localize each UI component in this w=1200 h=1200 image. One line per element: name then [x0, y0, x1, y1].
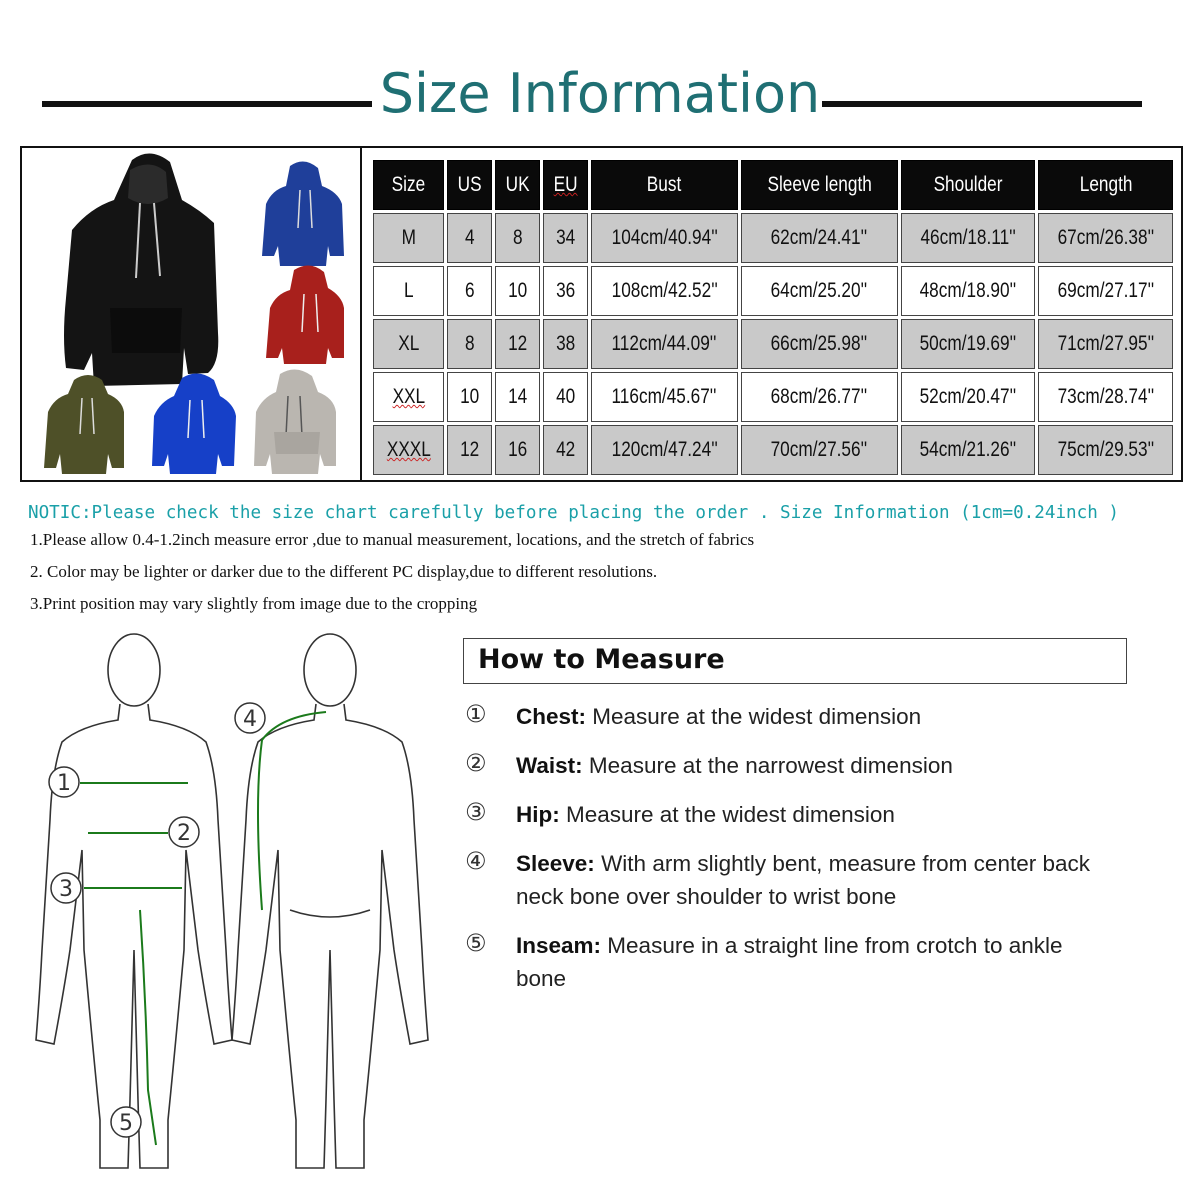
table-cell: 10 — [495, 266, 540, 316]
hoodie-dark-blue — [262, 161, 344, 266]
measure-text: Measure at the narrowest dimension — [582, 753, 953, 778]
table-row — [373, 372, 1173, 422]
table-cell: 50cm/19.69'' — [901, 319, 1036, 369]
table-cell: 64cm/25.20'' — [741, 266, 898, 316]
col-header-eu: EU — [543, 160, 588, 210]
table-cell: 12 — [447, 425, 492, 475]
table-cell: 70cm/27.56'' — [741, 425, 898, 475]
notice-item: 3.Print position may vary slightly from image due to the cropping — [30, 594, 478, 613]
table-cell: L — [373, 266, 444, 316]
table-row — [373, 425, 1173, 475]
table-cell: 75cm/29.53'' — [1038, 425, 1173, 475]
measure-number: ④ — [465, 847, 487, 875]
col-header-shoulder: Shoulder — [901, 160, 1036, 210]
measure-text: Measure at the widest dimension — [586, 704, 922, 729]
hoodie-gray — [254, 369, 336, 474]
table-cell: 54cm/21.26'' — [901, 425, 1036, 475]
table-cell: 48cm/18.90'' — [901, 266, 1036, 316]
notice-heading: NOTIC:Please check the size chart carefully before placing the order . Size Information (1cm=0.24inch ) — [28, 503, 1120, 523]
table-cell: 112cm/44.09'' — [591, 319, 738, 369]
marker-4: 4 — [243, 707, 257, 732]
hoodie-red — [266, 265, 344, 364]
table-cell: 4 — [447, 213, 492, 263]
table-cell: XL — [373, 319, 444, 369]
size-table — [370, 157, 1176, 478]
hoodie-olive — [44, 375, 124, 474]
measure-number: ② — [465, 749, 487, 777]
table-cell: 40 — [543, 372, 588, 422]
hoodie-bright-blue — [152, 373, 236, 474]
table-cell: 36 — [543, 266, 588, 316]
table-cell: 69cm/27.17'' — [1038, 266, 1173, 316]
measure-text: Measure at the widest dimension — [559, 802, 895, 827]
table-cell: 12 — [495, 319, 540, 369]
col-header-length: Length — [1038, 160, 1173, 210]
table-cell: 6 — [447, 266, 492, 316]
table-cell: M — [373, 213, 444, 263]
col-header-bust: Bust — [591, 160, 738, 210]
marker-3: 3 — [59, 877, 73, 902]
measure-text: Measure in a straight line from crotch to ankle bone — [516, 933, 1063, 991]
col-header-sleeve: Sleeve length — [741, 160, 898, 210]
table-cell: 120cm/47.24'' — [591, 425, 738, 475]
table-cell: 73cm/28.74'' — [1038, 372, 1173, 422]
table-cell: 16 — [495, 425, 540, 475]
how-to-measure-title: How to Measure — [478, 644, 725, 675]
table-cell: 66cm/25.98'' — [741, 319, 898, 369]
hoodie-main-black — [64, 153, 218, 386]
table-cell: 42 — [543, 425, 588, 475]
marker-5: 5 — [119, 1111, 133, 1136]
col-header-size: Size — [373, 160, 444, 210]
table-row — [373, 213, 1173, 263]
table-cell: 46cm/18.11'' — [901, 213, 1036, 263]
table-row — [373, 266, 1173, 316]
measurement-diagram — [0, 620, 440, 1190]
table-cell: 62cm/24.41'' — [741, 213, 898, 263]
table-cell: 67cm/26.38'' — [1038, 213, 1173, 263]
measure-number: ③ — [465, 798, 487, 826]
table-cell: 108cm/42.52'' — [591, 266, 738, 316]
hoodie-images — [22, 148, 360, 480]
table-cell: 71cm/27.95'' — [1038, 319, 1173, 369]
col-header-us: US — [447, 160, 492, 210]
table-cell: 34 — [543, 213, 588, 263]
table-cell: XXXL — [373, 425, 444, 475]
measure-number: ⑤ — [465, 929, 487, 957]
table-header-row — [373, 160, 1173, 210]
col-header-uk: UK — [495, 160, 540, 210]
product-photos — [22, 148, 362, 480]
notice-item: 1.Please allow 0.4-1.2inch measure error ,due to manual measurement, locations, and the stretch of fabrics — [30, 530, 755, 549]
marker-1: 1 — [57, 771, 71, 796]
notice-item: 2. Color may be lighter or darker due to the different PC display,due to different resolutions. — [30, 562, 658, 581]
measure-label: Inseam: — [516, 933, 602, 958]
table-cell: 68cm/26.77'' — [741, 372, 898, 422]
table-row — [373, 319, 1173, 369]
measure-label: Chest: — [516, 704, 587, 729]
table-cell: 38 — [543, 319, 588, 369]
measure-label: Sleeve: — [516, 851, 595, 876]
table-cell: 8 — [447, 319, 492, 369]
marker-2: 2 — [177, 821, 191, 846]
page-title: Size Information — [379, 62, 821, 125]
title-rule-left — [42, 101, 372, 107]
table-cell: 116cm/45.67'' — [591, 372, 738, 422]
measure-number: ① — [465, 700, 487, 728]
table-cell: 8 — [495, 213, 540, 263]
table-cell: 14 — [495, 372, 540, 422]
measure-text: With arm slightly bent, measure from center back neck bone over shoulder to wrist bone — [516, 851, 1090, 909]
table-cell: 10 — [447, 372, 492, 422]
measure-label: Waist: — [516, 753, 583, 778]
measure-label: Hip: — [516, 802, 560, 827]
table-cell: XXL — [373, 372, 444, 422]
table-cell: 104cm/40.94'' — [591, 213, 738, 263]
table-cell: 52cm/20.47'' — [901, 372, 1036, 422]
measure-lines — [80, 712, 326, 1145]
diagram-markers — [49, 703, 265, 1137]
title-rule-right — [822, 101, 1142, 107]
